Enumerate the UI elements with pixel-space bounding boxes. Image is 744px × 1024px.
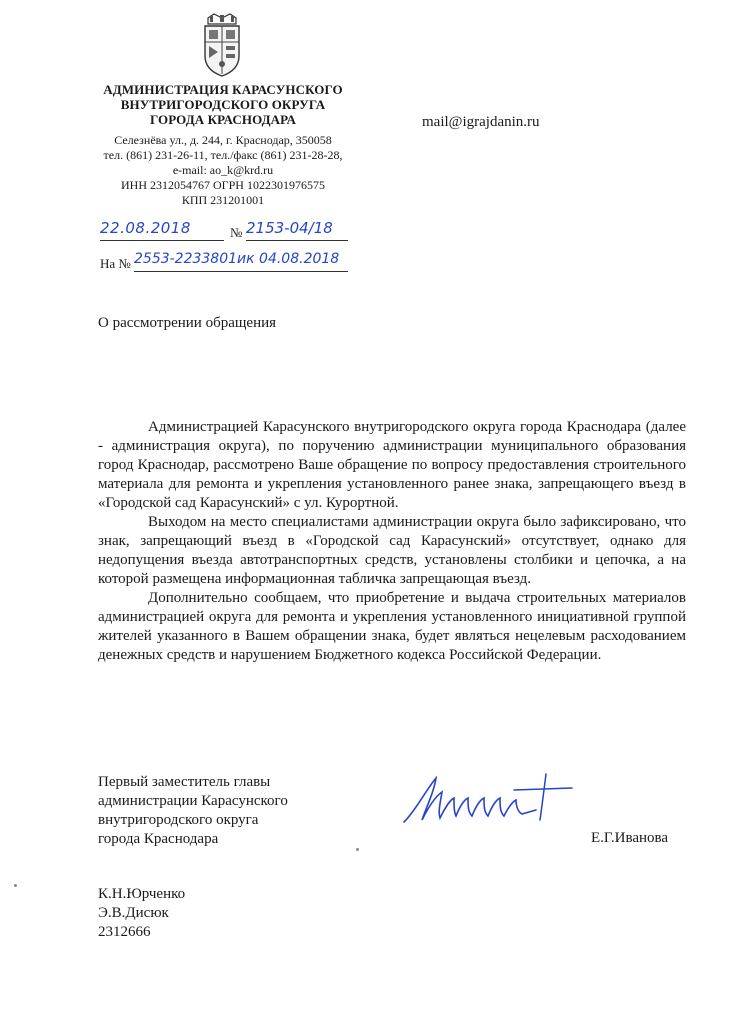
address-line: Селезнёва ул., д. 244, г. Краснодар, 350058 — [114, 133, 332, 147]
organization-address — [88, 133, 358, 208]
address-line: тел. (861) 231-26-11, тел./факс (861) 231-28-28, — [103, 148, 343, 162]
org-line: ВНУТРИГОРОДСКОГО ОКРУГА — [120, 97, 326, 112]
number-underline — [246, 240, 348, 241]
letter-body — [98, 418, 686, 665]
address-line: КПП 231201001 — [181, 193, 265, 207]
reply-underline — [134, 271, 348, 272]
address-line: e-mail: ao_k@krd.ru — [172, 163, 274, 177]
reply-to-reference: 2553-2233801ик 04.08.2018 — [134, 251, 340, 267]
reply-to-label: На № — [100, 256, 131, 271]
body-paragraph: Выходом на место специалистами администрации округа было зафиксировано, что знак, запрещающий въезд в «Городской сад Карасунский» отсутствует, однако для недопущения въезда автотранспортных средств, установлены столбики и цепочка, а на которой размещена информационная табличка запрещающая въезд. — [98, 514, 686, 587]
recipient-email: mail@igrajdanin.ru — [422, 114, 540, 130]
executors-block — [98, 885, 185, 942]
position-line: внутригородского округа — [98, 812, 259, 828]
address-line: ИНН 2312054767 ОГРН 1022301976575 — [121, 178, 325, 192]
executor-phone: 2312666 — [98, 924, 151, 940]
signatory-name: Е.Г.Иванова — [591, 830, 669, 846]
executor-name: Э.В.Дисюк — [98, 905, 169, 921]
signatory-position — [98, 773, 288, 849]
body-paragraph: Дополнительно сообщаем, что приобретение и выдача строительных материалов администрацией округа для ремонта и укрепления установленного инициативной группой жителей указанного в Вашем обращении знака, будет являться нецелевым расходованием денежных средств и нарушением Бюджетного кодекса Российской Федерации. — [98, 590, 686, 663]
handwritten-signature — [396, 770, 576, 830]
scan-speck — [356, 848, 359, 851]
registration-date: 22.08.2018 — [100, 219, 191, 237]
letter-subject: О рассмотрении обращения — [98, 315, 277, 331]
organization-name — [88, 82, 358, 127]
position-line: администрации Карасунского — [98, 793, 288, 809]
position-line: города Краснодара — [98, 831, 219, 847]
date-underline — [100, 240, 224, 241]
number-label: № — [230, 225, 243, 240]
org-line: ГОРОДА КРАСНОДАРА — [149, 112, 297, 127]
org-line: АДМИНИСТРАЦИЯ КАРАСУНСКОГО — [103, 82, 343, 97]
scan-speck — [14, 884, 17, 887]
executor-name: К.Н.Юрченко — [98, 886, 186, 902]
registration-number: 2153-04/18 — [246, 219, 333, 237]
body-paragraph: Администрацией Карасунского внутригородского округа города Краснодара (далее - администрация округа), по поручению администрации муниципального образования город Краснодар, рассмотрено Ваше обращение по вопросу предоставления строительного материала для ремонта и укрепления установленного ранее знака, запрещающего въезд в «Городской сад Карасунский» с ул. Курортной. — [98, 419, 686, 511]
coat-of-arms-emblem — [200, 12, 244, 78]
position-line: Первый заместитель главы — [98, 774, 271, 790]
